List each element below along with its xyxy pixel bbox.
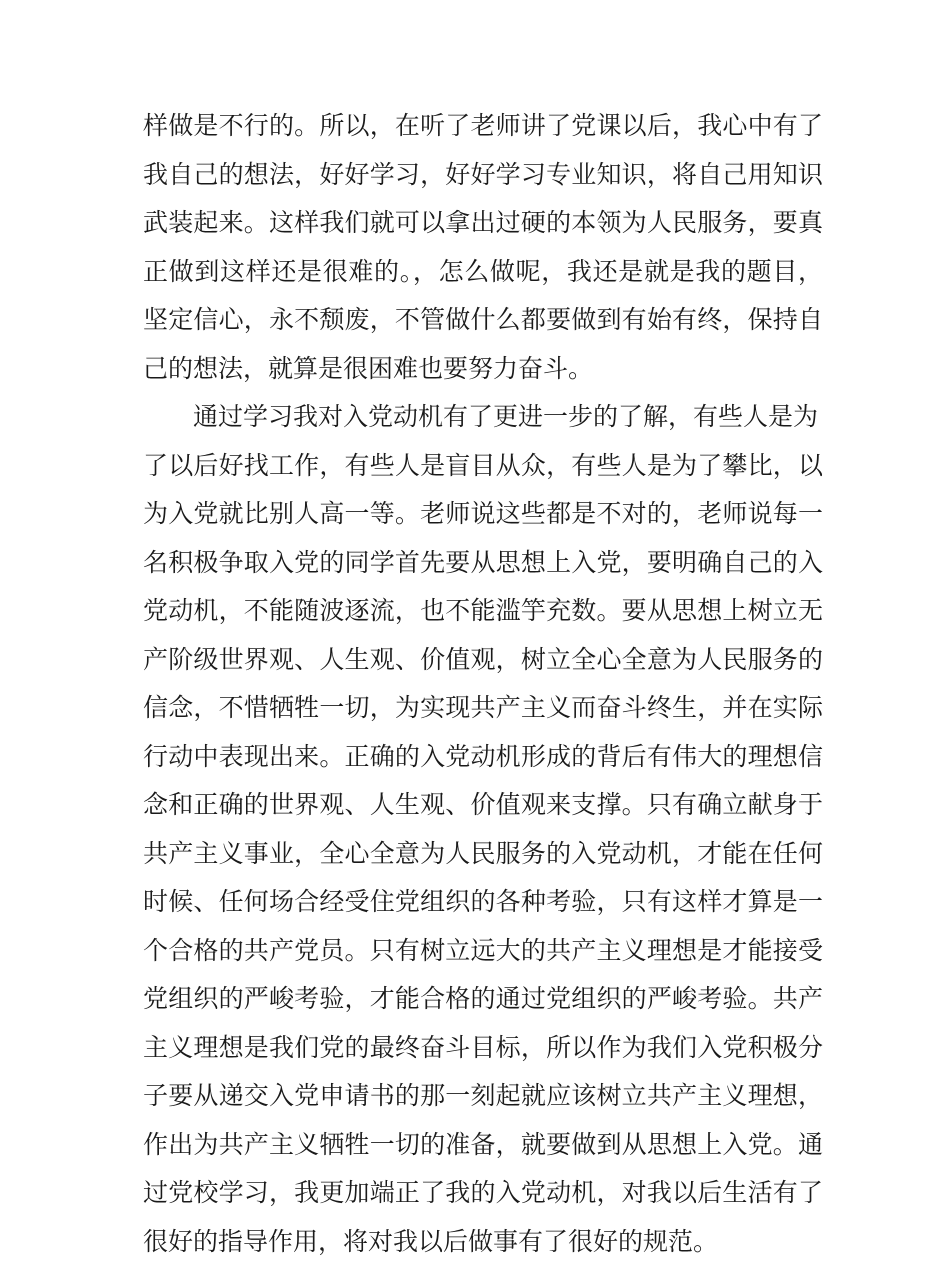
- paragraph-line: 产阶级世界观、人生观、价值观，树立全心全意为人民服务的: [143, 636, 823, 685]
- paragraph-line: 武装起来。这样我们就可以拿出过硬的本领为人民服务，要真: [143, 199, 823, 248]
- paragraph-line: 了以后好找工作，有些人是盲目从众，有些人是为了攀比，以: [143, 442, 823, 491]
- paragraph-line: 党动机，不能随波逐流，也不能滥竽充数。要从思想上树立无: [143, 587, 823, 636]
- document-body: [143, 102, 823, 1266]
- paragraph-line: 坚定信心，永不颓废，不管做什么都要做到有始有终，保持自: [143, 296, 823, 345]
- paragraph-1: [143, 102, 823, 393]
- paragraph-line: 过党校学习，我更加端正了我的入党动机，对我以后生活有了: [143, 1169, 823, 1218]
- paragraph-line: 时候、任何场合经受住党组织的各种考验，只有这样才算是一: [143, 878, 823, 927]
- paragraph-line: 主义理想是我们党的最终奋斗目标，所以作为我们入党积极分: [143, 1024, 823, 1073]
- paragraph-line: 作出为共产主义牺牲一切的准备，就要做到从思想上入党。通: [143, 1121, 823, 1170]
- paragraph-line: 信念，不惜牺牲一切，为实现共产主义而奋斗终生，并在实际: [143, 684, 823, 733]
- paragraph-line: 很好的指导作用，将对我以后做事有了很好的规范。: [143, 1218, 823, 1266]
- paragraph-line: 通过学习我对入党动机有了更进一步的了解，有些人是为: [143, 393, 823, 442]
- paragraph-line: 共产主义事业，全心全意为人民服务的入党动机，才能在任何: [143, 830, 823, 879]
- paragraph-line: 名积极争取入党的同学首先要从思想上入党，要明确自己的入: [143, 539, 823, 588]
- paragraph-line: 己的想法，就算是很困难也要努力奋斗。: [143, 345, 823, 394]
- paragraph-line: 念和正确的世界观、人生观、价值观来支撑。只有确立献身于: [143, 781, 823, 830]
- paragraph-line: 我自己的想法，好好学习，好好学习专业知识，将自己用知识: [143, 151, 823, 200]
- paragraph-2: [143, 393, 823, 1266]
- paragraph-line: 为入党就比别人高一等。老师说这些都是不对的，老师说每一: [143, 490, 823, 539]
- paragraph-line: 党组织的严峻考验，才能合格的通过党组织的严峻考验。共产: [143, 975, 823, 1024]
- paragraph-line: 样做是不行的。所以，在听了老师讲了党课以后，我心中有了: [143, 102, 823, 151]
- paragraph-line: 个合格的共产党员。只有树立远大的共产主义理想是才能接受: [143, 927, 823, 976]
- paragraph-line: 行动中表现出来。正确的入党动机形成的背后有伟大的理想信: [143, 733, 823, 782]
- paragraph-line: 正做到这样还是很难的。，怎么做呢，我还是就是我的题目，: [143, 248, 823, 297]
- paragraph-line: 子要从递交入党申请书的那一刻起就应该树立共产主义理想，: [143, 1072, 823, 1121]
